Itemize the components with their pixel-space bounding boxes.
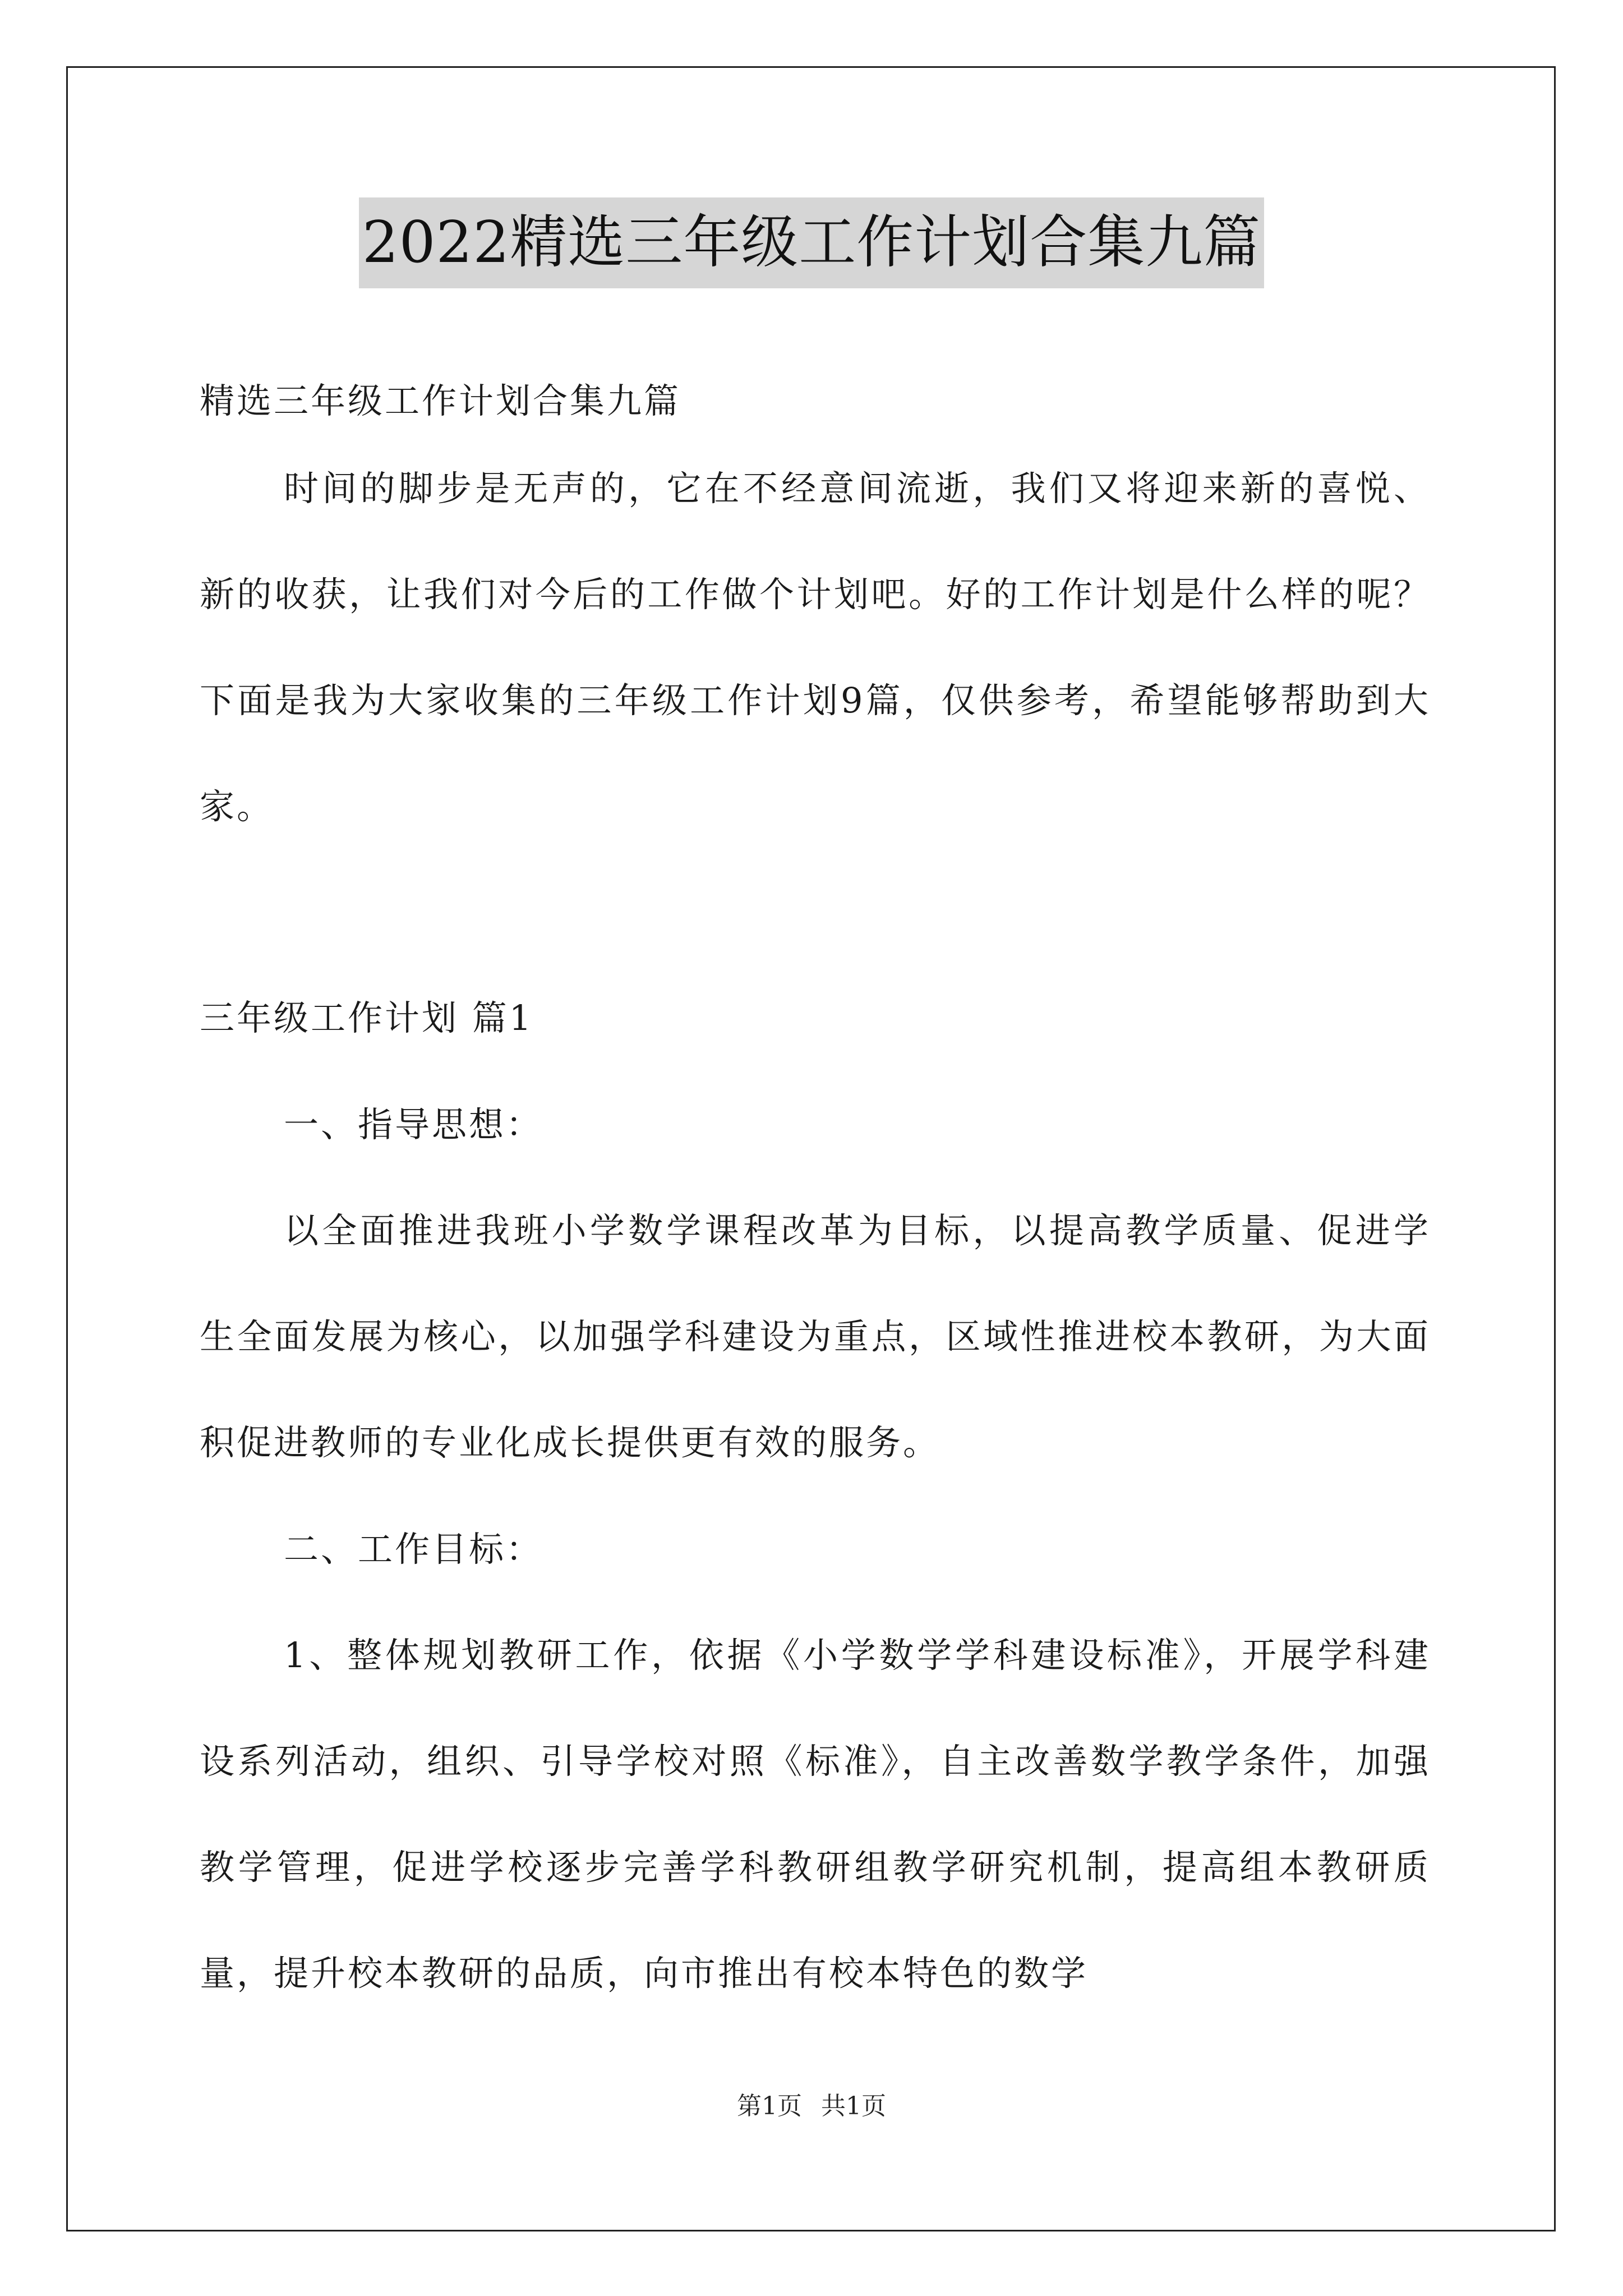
part2-item1: 1、整体规划教研工作，依据《小学数学学科建设标准》，开展学科建设系列活动，组织、引导学校对照《标准》，自主改善数学教学条件，加强教学管理，促进学校逐步完善学科教研组教学研究机制，提高组本教研质量，提升校本教研的品质，向市推出有校本特色的数学 xyxy=(200,1635,1431,1994)
part1-heading: 一、指导思想： xyxy=(284,1104,543,1145)
page-number-current: 第1页 xyxy=(737,2092,802,2120)
subtitle: 精选三年级工作计划合集九篇 xyxy=(200,380,681,421)
intro-paragraph: 时间的脚步是无声的，它在不经意间流逝，我们又将迎来新的喜悦、新的收获，让我们对今后的工作做个计划吧。好的工作计划是什么样的呢？下面是我为大家收集的三年级工作计划9篇，仅供参考，希望能够帮助到大家。 xyxy=(200,468,1431,827)
title-wrapper xyxy=(0,197,1623,288)
page-number-total: 共1页 xyxy=(821,2092,886,2120)
document-title: 2022精选三年级工作计划合集九篇 xyxy=(359,197,1265,288)
part1-body: 以全面推进我班小学数学课程改革为目标，以提高教学质量、促进学生全面发展为核心，以加强学科建设为重点，区域性推进校本教研，为大面积促进教师的专业化成长提供更有效的服务。 xyxy=(200,1210,1431,1463)
page-footer xyxy=(0,2086,1623,2122)
section-heading: 三年级工作计划 篇1 xyxy=(200,997,534,1038)
part2-heading: 二、工作目标： xyxy=(284,1529,543,1570)
